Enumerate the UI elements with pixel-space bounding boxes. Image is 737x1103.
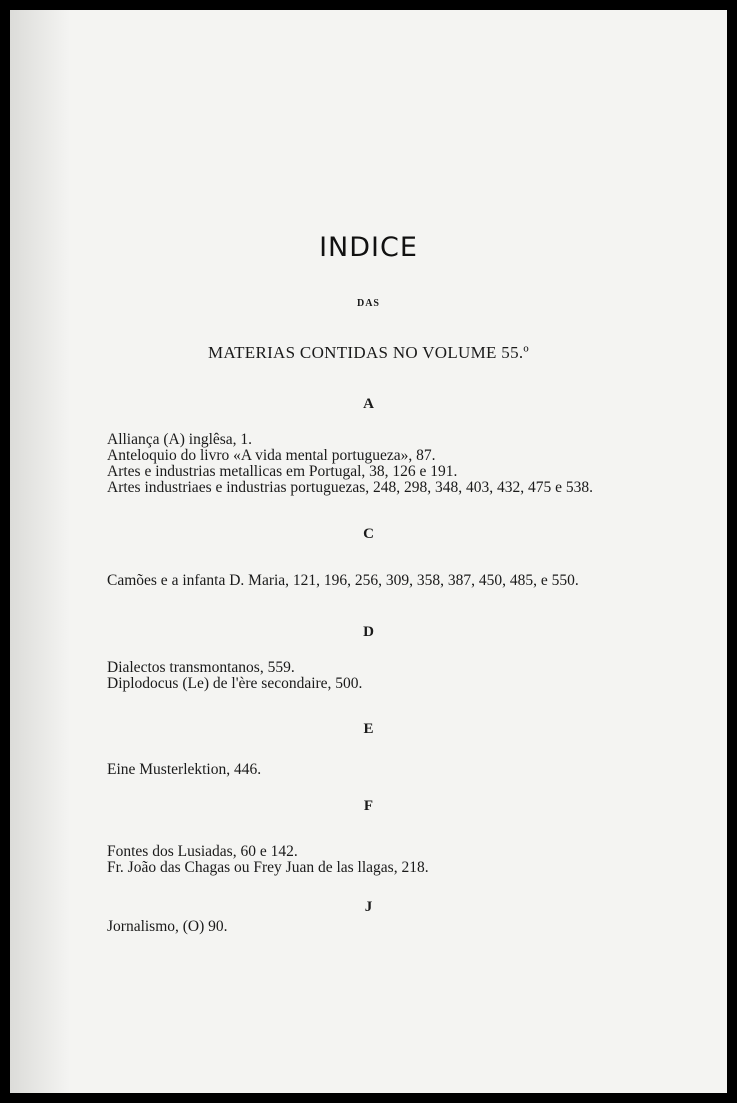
section-letter-e: E — [363, 721, 374, 737]
section-letter-f: F — [363, 798, 374, 814]
section-j-entries — [107, 919, 707, 935]
index-entry: Eine Musterlektion, 446. — [107, 761, 262, 778]
document-page — [10, 10, 727, 1093]
index-entry: Anteloquio do livro «A vida mental portugueza», 87. — [107, 447, 436, 464]
index-entry: Jornalismo, (O) 90. — [107, 918, 228, 935]
section-e-entries — [107, 762, 707, 778]
section-letter-c: C — [363, 526, 374, 542]
index-entry: Fr. João das Chagas ou Frey Juan de las llagas, 218. — [107, 859, 429, 876]
section-letter-a: A — [363, 396, 374, 412]
index-entry: Camões e a infanta D. Maria, 121, 196, 256, 309, 358, 387, 450, 485, e 550. — [107, 572, 579, 589]
section-letter-j: J — [364, 899, 373, 915]
index-entry: Artes e industrias metallicas em Portugal, 38, 126 e 191. — [107, 463, 458, 480]
page-subtitle: MATERIAS CONTIDAS NO VOLUME 55.º — [207, 343, 530, 362]
page-title: INDICE — [319, 232, 418, 263]
index-entry: Alliança (A) inglêsa, 1. — [107, 431, 253, 448]
section-a-entries — [107, 432, 707, 496]
section-letter-d: D — [363, 624, 374, 640]
index-entry: Dialectos transmontanos, 559. — [107, 659, 295, 676]
index-entry: Artes industriaes e industrias portuguezas, 248, 298, 348, 403, 432, 475 e 538. — [107, 479, 594, 496]
section-f-entries — [107, 844, 707, 876]
title-connector: DAS — [356, 298, 380, 309]
index-entry: Diplodocus (Le) de l'ère secondaire, 500. — [107, 675, 363, 692]
index-entry: Fontes dos Lusiadas, 60 e 142. — [107, 843, 298, 860]
section-c-entries — [107, 573, 707, 589]
section-d-entries — [107, 660, 707, 692]
